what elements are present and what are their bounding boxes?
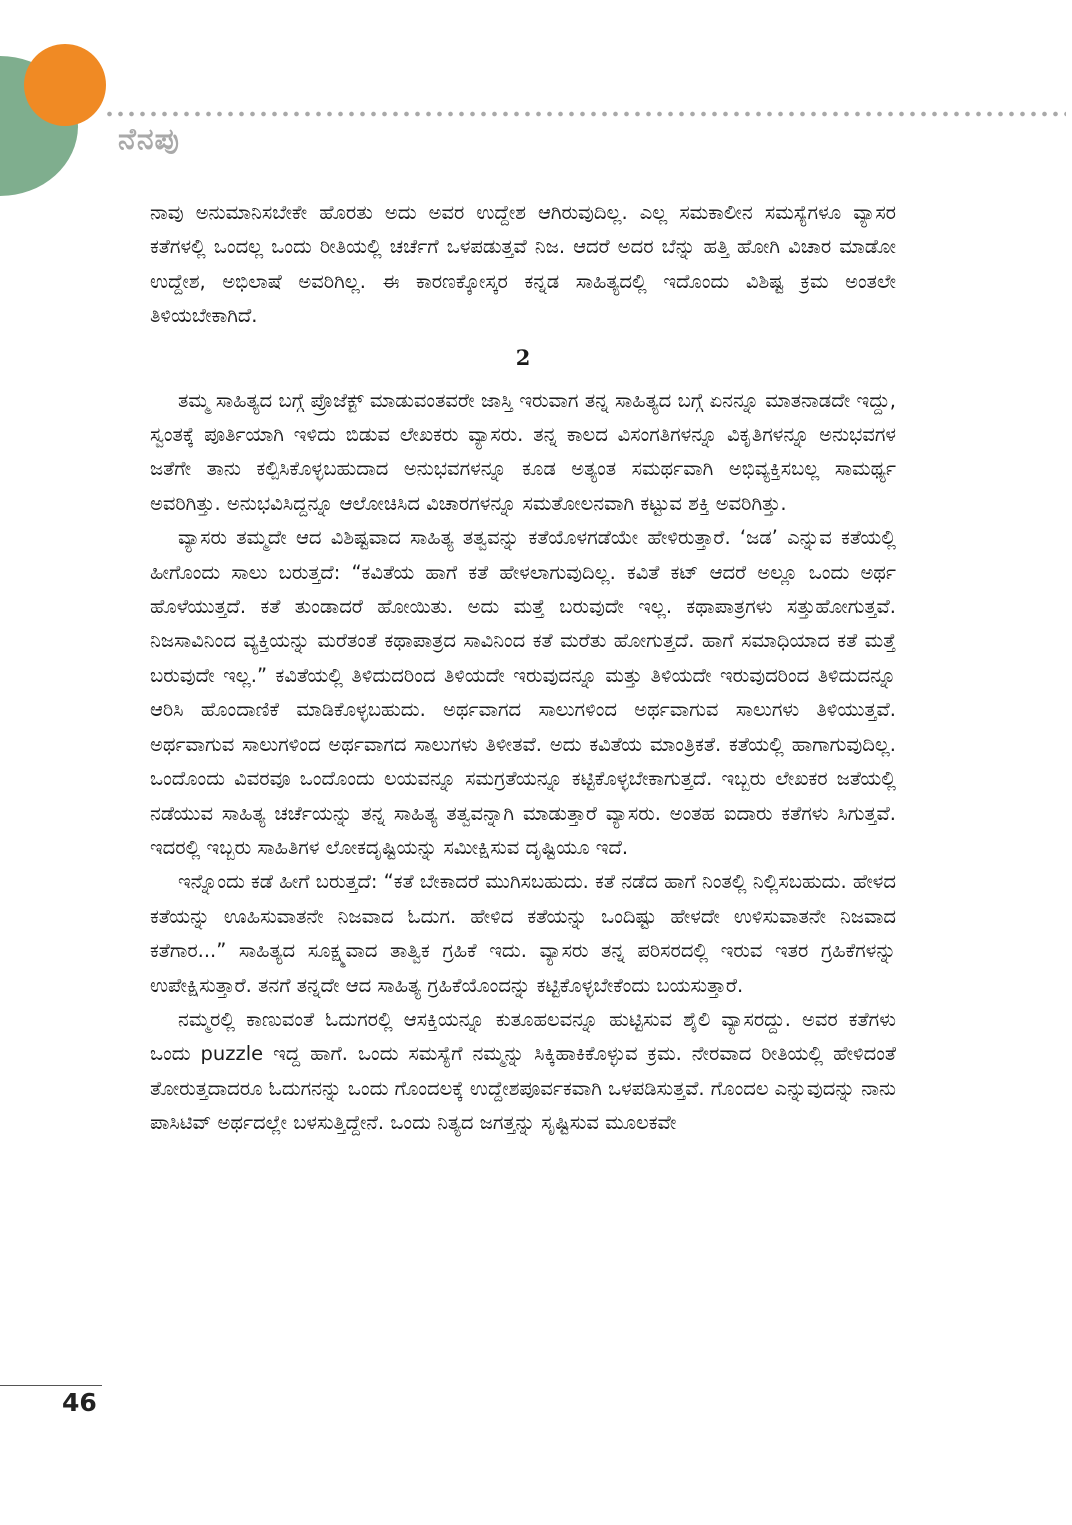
decorative-orange-circle — [24, 44, 106, 126]
paragraph: ನಮ್ಮರಲ್ಲಿ ಕಾಣುವಂತೆ ಓದುಗರಲ್ಲಿ ಆಸಕ್ತಿಯನ್ನೂ ಕುತೂಹಲವನ್ನೂ ಹುಟ್ಟಿಸುವ ಶೈಲಿ ವ್ಯಾಸರದ್ದು. ಅವರ ಕತೆಗಳು ಒಂದು puzzle ಇದ್ದ ಹಾಗೆ. ಒಂದು ಸಮಸ್ಯೆಗೆ ನಮ್ಮನ್ನು ಸಿಕ್ಕಿಹಾಕಿಕೊಳ್ಳುವ ಕ್ರಮ. ನೇರವಾದ ರೀತಿಯಲ್ಲಿ ಹೇಳಿದಂತೆ ತೋರುತ್ತದಾದರೂ ಓದುಗನನ್ನು ಒಂದು ಗೊಂದಲಕ್ಕೆ ಉದ್ದೇಶಪೂರ್ವಕವಾಗಿ ಒಳಪಡಿಸುತ್ತವೆ. ಗೊಂದಲ ಎನ್ನುವುದನ್ನು ನಾನು ಪಾಸಿಟಿವ್ ಅರ್ಥದಲ್ಲೇ ಬಳಸುತ್ತಿದ್ದೇನೆ. ಒಂದು ನಿತ್ಯದ ಜಗತ್ತನ್ನು ಸೃಷ್ಟಿಸುವ ಮೂಲಕವೇ — [150, 1007, 896, 1135]
section-number: 2 — [515, 344, 531, 370]
paragraph: ಇನ್ನೊಂದು ಕಡೆ ಹೀಗೆ ಬರುತ್ತದೆ: “ಕತೆ ಬೇಕಾದರೆ ಮುಗಿಸಬಹುದು. ಕತೆ ನಡೆದ ಹಾಗೆ ನಿಂತಲ್ಲಿ ನಿಲ್ಲಿಸಬಹುದು. ಹೇಳದ ಕತೆಯನ್ನು ಊಹಿಸುವಾತನೇ ನಿಜವಾದ ಓದುಗ. ಹೇಳಿದ ಕತೆಯನ್ನು ಒಂದಿಷ್ಟು ಹೇಳದೇ ಉಳಿಸುವಾತನೇ ನಿಜವಾದ ಕತೆಗಾರ...” ಸಾಹಿತ್ಯದ ಸೂಕ್ಷ್ಮವಾದ ತಾತ್ವಿಕ ಗ್ರಹಿಕೆ ಇದು. ವ್ಯಾಸರು ತನ್ನ ಪರಿಸರದಲ್ಲಿ ಇರುವ ಇತರ ಗ್ರಹಿಕೆಗಳನ್ನು ಉಪೇಕ್ಷಿಸುತ್ತಾರೆ. ತನಗೆ ತನ್ನದೇ ಆದ ಸಾಹಿತ್ಯ ಗ್ರಹಿಕೆಯೊಂದನ್ನು ಕಟ್ಟಿಕೊಳ್ಳಬೇಕೆಂದು ಬಯಸುತ್ತಾರೆ. — [150, 870, 896, 997]
page-number: 46 — [62, 1388, 97, 1417]
paragraph: ವ್ಯಾಸರು ತಮ್ಮದೇ ಆದ ವಿಶಿಷ್ಟವಾದ ಸಾಹಿತ್ಯ ತತ್ವವನ್ನು ಕತೆಯೊಳಗಡೆಯೇ ಹೇಳಿರುತ್ತಾರೆ. ‘ಜಡ’ ಎನ್ನುವ ಕತೆಯಲ್ಲಿ ಹೀಗೊಂದು ಸಾಲು ಬರುತ್ತದೆ: “ಕವಿತೆಯ ಹಾಗೆ ಕತೆ ಹೇಳಲಾಗುವುದಿಲ್ಲ. ಕವಿತೆ ಕಟ್ ಆದರೆ ಅಲ್ಲೂ ಒಂದು ಅರ್ಥ ಹೊಳೆಯುತ್ತದೆ. ಕತೆ ತುಂಡಾದರೆ ಹೋಯಿತು. ಅದು ಮತ್ತೆ ಬರುವುದೇ ಇಲ್ಲ. ಕಥಾಪಾತ್ರಗಳು ಸತ್ತುಹೋಗುತ್ತವೆ. ನಿಜಸಾವಿನಿಂದ ವ್ಯಕ್ತಿಯನ್ನು ಮರೆತಂತೆ ಕಥಾಪಾತ್ರದ ಸಾವಿನಿಂದ ಕತೆ ಮರೆತು ಹೋಗುತ್ತದೆ. ಹಾಗೆ ಸಮಾಧಿಯಾದ ಕತೆ ಮತ್ತೆ ಬರುವುದೇ ಇಲ್ಲ.” ಕವಿತೆಯಲ್ಲಿ ತಿಳಿದುದರಿಂದ ತಿಳಿಯದೇ ಇರುವುದನ್ನೂ ಮತ್ತು ತಿಳಿಯದೇ ಇರುವುದರಿಂದ ತಿಳಿದುದನ್ನೂ ಆರಿಸಿ ಹೊಂದಾಣಿಕೆ ಮಾಡಿಕೊಳ್ಳಬಹುದು. ಅರ್ಥವಾಗದ ಸಾಲುಗಳಿಂದ ಅರ್ಥವಾಗುವ ಸಾಲುಗಳು ತಿಳಿಯುತ್ತವೆ. ಅರ್ಥವಾಗುವ ಸಾಲುಗಳಿಂದ ಅರ್ಥವಾಗದ ಸಾಲುಗಳು ತಿಳೀತವೆ. ಅದು ಕವಿತೆಯ ಮಾಂತ್ರಿಕತೆ. ಕತೆಯಲ್ಲಿ ಹಾಗಾಗುವುದಿಲ್ಲ. ಒಂದೊಂದು ವಿವರವೂ ಒಂದೊಂದು ಲಯವನ್ನೂ ಸಮಗ್ರತೆಯನ್ನೂ ಕಟ್ಟಿಕೊಳ್ಳಬೇಕಾಗುತ್ತದೆ. ಇಬ್ಬರು ಲೇಖಕರ ಜತೆಯಲ್ಲಿ ನಡೆಯುವ ಸಾಹಿತ್ಯ ಚರ್ಚೆಯನ್ನು ತನ್ನ ಸಾಹಿತ್ಯ ತತ್ವವನ್ನಾಗಿ ಮಾಡುತ್ತಾರೆ ವ್ಯಾಸರು. ಅಂತಹ ಐದಾರು ಕತೆಗಳು ಸಿಗುತ್ತವೆ. ಇದರಲ್ಲಿ ಇಬ್ಬರು ಸಾಹಿತಿಗಳ ಲೋಕದೃಷ್ಟಿಯನ್ನು ಸಮೀಕ್ಷಿಸುವ ದೃಷ್ಟಿಯೂ ಇದೆ. — [150, 526, 896, 859]
dotted-header-rule — [104, 110, 1066, 118]
footer-rule — [0, 1385, 102, 1386]
body-text — [150, 196, 896, 1141]
paragraph: ನಾವು ಅನುಮಾನಿಸಬೇಕೇ ಹೊರತು ಅದು ಅವರ ಉದ್ದೇಶ ಆಗಿರುವುದಿಲ್ಲ. ಎಲ್ಲ ಸಮಕಾಲೀನ ಸಮಸ್ಯೆಗಳೂ ವ್ಯಾಸರ ಕತೆಗಳಲ್ಲಿ ಒಂದಲ್ಲ ಒಂದು ರೀತಿಯಲ್ಲಿ ಚರ್ಚೆಗೆ ಒಳಪಡುತ್ತವೆ ನಿಜ. ಆದರೆ ಅದರ ಬೆನ್ನು ಹತ್ತಿ ಹೋಗಿ ವಿಚಾರ ಮಾಡೋ ಉದ್ದೇಶ, ಅಭಿಲಾಷೆ ಅವರಿಗಿಲ್ಲ. ಈ ಕಾರಣಕ್ಕೋಸ್ಕರ ಕನ್ನಡ ಸಾಹಿತ್ಯದಲ್ಲಿ ಇದೊಂದು ವಿಶಿಷ್ಟ ಕ್ರಮ ಅಂತಲೇ ತಿಳಿಯಬೇಕಾಗಿದೆ. — [150, 201, 896, 328]
paragraph: ತಮ್ಮ ಸಾಹಿತ್ಯದ ಬಗ್ಗೆ ಪ್ರೊಜೆಕ್ಟ್ ಮಾಡುವಂತವರೇ ಜಾಸ್ತಿ ಇರುವಾಗ ತನ್ನ ಸಾಹಿತ್ಯದ ಬಗ್ಗೆ ಏನನ್ನೂ ಮಾತನಾಡದೇ ಇದ್ದು, ಸ್ವಂತಕ್ಕೆ ಪೂರ್ತಿಯಾಗಿ ಇಳಿದು ಬಿಡುವ ಲೇಖಕರು ವ್ಯಾಸರು. ತನ್ನ ಕಾಲದ ವಿಸಂಗತಿಗಳನ್ನೂ ವಿಕೃತಿಗಳನ್ನೂ ಅನುಭವಗಳ ಜತೆಗೇ ತಾನು ಕಲ್ಪಿಸಿಕೊಳ್ಳಬಹುದಾದ ಅನುಭವಗಳನ್ನೂ ಕೂಡ ಅತ್ಯಂತ ಸಮರ್ಥವಾಗಿ ಅಭಿವ್ಯಕ್ತಿಸಬಲ್ಲ ಸಾಮರ್ಥ್ಯ ಅವರಿಗಿತ್ತು. ಅನುಭವಿಸಿದ್ದನ್ನೂ ಆಲೋಚಿಸಿದ ವಿಚಾರಗಳನ್ನೂ ಸಮತೋಲನವಾಗಿ ಕಟ್ಟುವ ಶಕ್ತಿ ಅವರಿಗಿತ್ತು. — [150, 388, 896, 515]
chapter-header-title: ನೆನಪು — [118, 122, 180, 157]
